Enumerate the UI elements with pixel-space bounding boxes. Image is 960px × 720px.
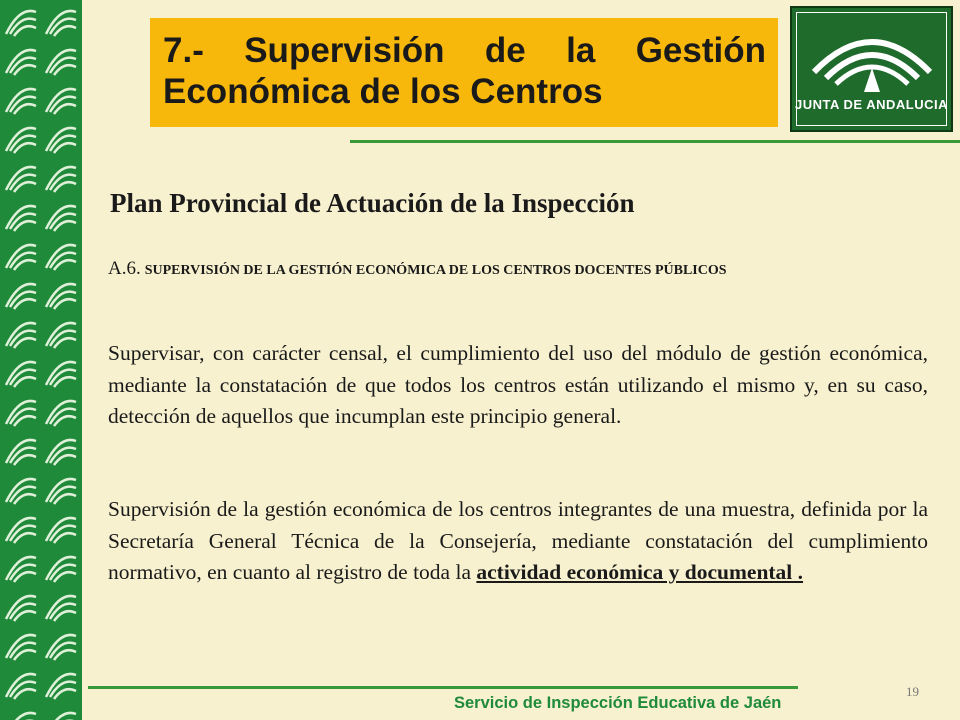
sidebar-motif [6, 11, 36, 36]
page-number: 19 [906, 684, 919, 699]
sidebar-motif [6, 713, 36, 720]
sidebar-motif [6, 245, 36, 270]
top-divider [350, 140, 960, 143]
logo-label: JUNTA DE ANDALUCIA [795, 97, 948, 112]
sidebar-motif [6, 206, 36, 231]
sidebar-motif [6, 479, 36, 504]
section-heading [108, 258, 848, 282]
sidebar-motif [6, 323, 36, 348]
sidebar-motif [46, 167, 76, 192]
sidebar-motif [6, 674, 36, 699]
sidebar-motif [46, 323, 76, 348]
sidebar-motif [6, 50, 36, 75]
sidebar-motif [6, 557, 36, 582]
sidebar-motif [6, 401, 36, 426]
paragraph-2 [108, 494, 928, 589]
paragraph-1: Supervisar, con carácter censal, el cumplimiento del uso del módulo de gestión económica, mediante la constatación de que todos los centros están utilizando el mismo y, en su caso, detección de aquellos que incumplan este principio general. [108, 341, 928, 428]
sidebar-motif [6, 362, 36, 387]
sidebar-motif [6, 596, 36, 621]
sidebar-motif [6, 128, 36, 153]
sidebar-motif [6, 440, 36, 465]
sidebar-motif [46, 50, 76, 75]
junta-emblem-icon [792, 8, 955, 134]
sidebar-motif [46, 635, 76, 660]
sidebar-motif [46, 89, 76, 114]
sidebar-motif [6, 635, 36, 660]
sidebar-motif [46, 401, 76, 426]
footer-service: Servicio de Inspección Educativa de Jaén [454, 694, 782, 712]
junta-logo [790, 6, 953, 132]
sidebar-motif [6, 518, 36, 543]
sidebar-motif [46, 557, 76, 582]
sidebar-pattern-icon [0, 0, 82, 720]
section-code: A.6. [108, 258, 141, 279]
bottom-divider [88, 686, 798, 689]
sidebar-motif [6, 89, 36, 114]
plan-subtitle: Plan Provincial de Actuación de la Inspección [110, 188, 635, 218]
sidebar-motif [6, 284, 36, 309]
decorative-sidebar [0, 0, 82, 720]
paragraph-2-emphasis: actividad económica y documental . [476, 560, 804, 584]
sidebar-motif [46, 713, 76, 720]
sidebar-motif [46, 674, 76, 699]
page-title: 7.- Supervisión de la Gestión Económica de los Centros [163, 31, 766, 111]
sidebar-motif [46, 206, 76, 231]
sidebar-motif [46, 128, 76, 153]
title-banner [150, 18, 778, 127]
sidebar-motif [46, 440, 76, 465]
sidebar-motif [46, 518, 76, 543]
sidebar-motif [46, 479, 76, 504]
sidebar-motif [46, 596, 76, 621]
paragraph-2-text: Supervisión de la gestión económica de los centros integrantes de una muestra, definida por la Secretaría General Técnica de la Consejería, mediante constatación del cumplimiento normativo, en cuanto al registro de toda la [108, 497, 928, 584]
sidebar-motif [46, 245, 76, 270]
sidebar-motif [6, 167, 36, 192]
sidebar-motif [46, 284, 76, 309]
sidebar-motif [46, 362, 76, 387]
sidebar-motif [46, 11, 76, 36]
section-title: SUPERVISIÓN DE LA GESTIÓN ECONÓMICA DE LOS CENTROS DOCENTES PÚBLICOS [144, 263, 727, 278]
